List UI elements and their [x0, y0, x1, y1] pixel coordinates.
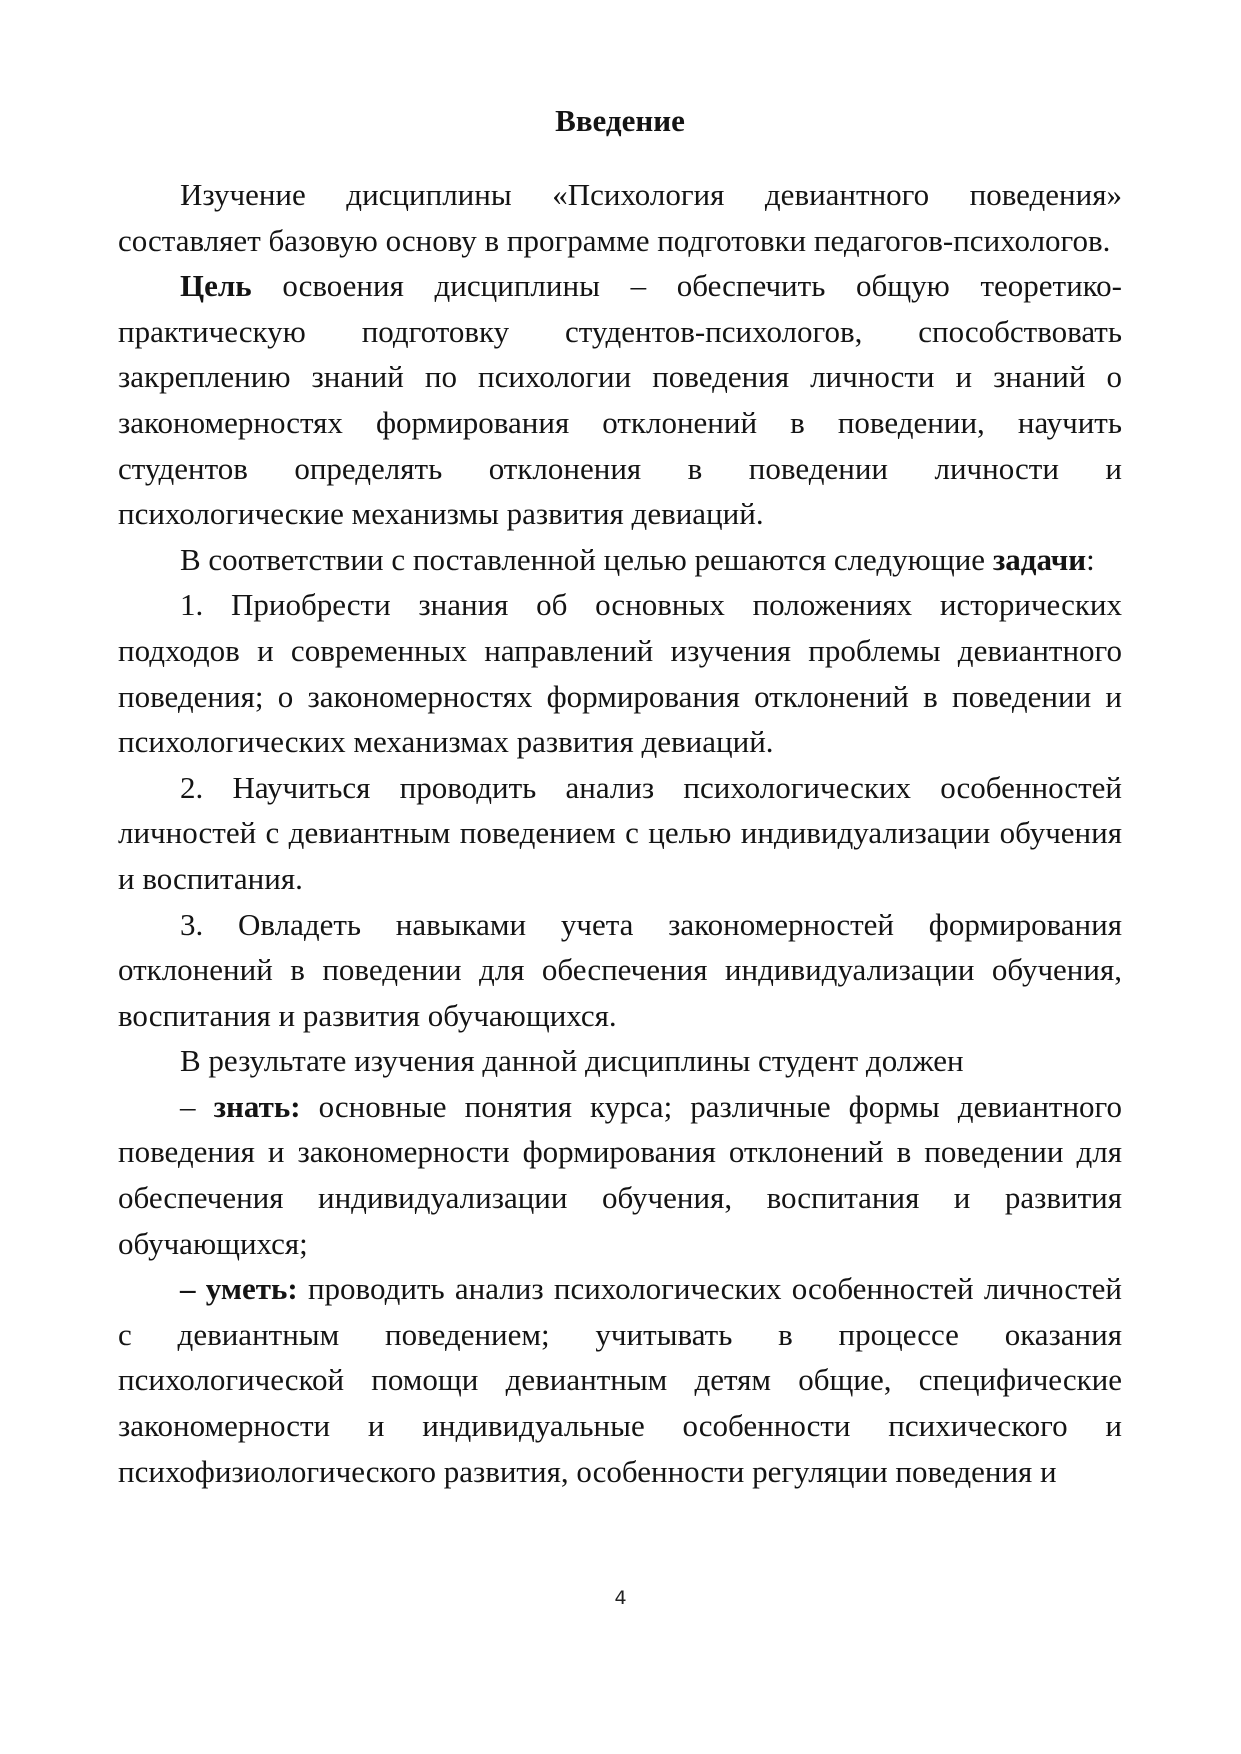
know-prefix: – — [180, 1088, 214, 1124]
task-item: 1. Приобрести знания об основных положениях исторических подходов и современных направлений изучения проблемы девиантного поведения; о закономерностях формирования отклонений в поведении и психологических механизмах развития девиаций. — [118, 587, 1122, 760]
can-paragraph — [118, 1266, 1122, 1494]
can-text: проводить анализ психологических особенностей личностей с девиантным поведением; учитывать в процессе оказания психологической помощи девиантным детям общие, специфические закономерности и индивидуальные особенности психического и психофизиологического развития, особенности регуляции поведения и — [118, 1271, 1122, 1489]
intro-paragraph: Изучение дисциплины «Психология девиантного поведения» составляет базовую основу в программе подготовки педагогов-психологов. — [118, 177, 1122, 258]
goal-paragraph — [118, 263, 1122, 537]
page-number: 4 — [614, 1587, 627, 1609]
tasks-label: задачи — [992, 541, 1087, 577]
task-item: 2. Научиться проводить анализ психологических особенностей личностей с девиантным поведением с целью индивидуализации обучения и воспитания. — [118, 769, 1122, 896]
page-title: Введение — [555, 103, 685, 138]
task-item: 3. Овладеть навыками учета закономерностей формирования отклонений в поведении для обеспечения индивидуализации обучения, воспитания и развития обучающихся. — [118, 906, 1122, 1033]
result-intro-paragraph: В результате изучения данной дисциплины студент должен — [180, 1043, 964, 1079]
know-text: основные понятия курса; различные формы девиантного поведения и закономерности формирования отклонений в поведении для обеспечения индивидуализации обучения, воспитания и развития обучающихся; — [118, 1088, 1122, 1261]
document-page — [118, 96, 1122, 1494]
know-paragraph — [118, 1084, 1122, 1266]
tasks-intro-text: В соответствии с поставленной целью решаются следующие — [180, 541, 993, 577]
tasks-colon: : — [1086, 541, 1095, 577]
know-label: знать: — [213, 1088, 301, 1124]
can-label: – уметь: — [180, 1271, 298, 1307]
goal-label: Цель — [180, 268, 252, 304]
goal-text: освоения дисциплины – обеспечить общую теоретико-практическую подготовку студентов-психологов, способствовать закреплению знаний по психологии поведения личности и знаний о закономерностях формирования отклонений в поведении, научить студентов определять отклонения в поведении личности и психологические механизмы развития девиаций. — [118, 268, 1122, 532]
tasks-intro-paragraph — [118, 537, 1122, 583]
